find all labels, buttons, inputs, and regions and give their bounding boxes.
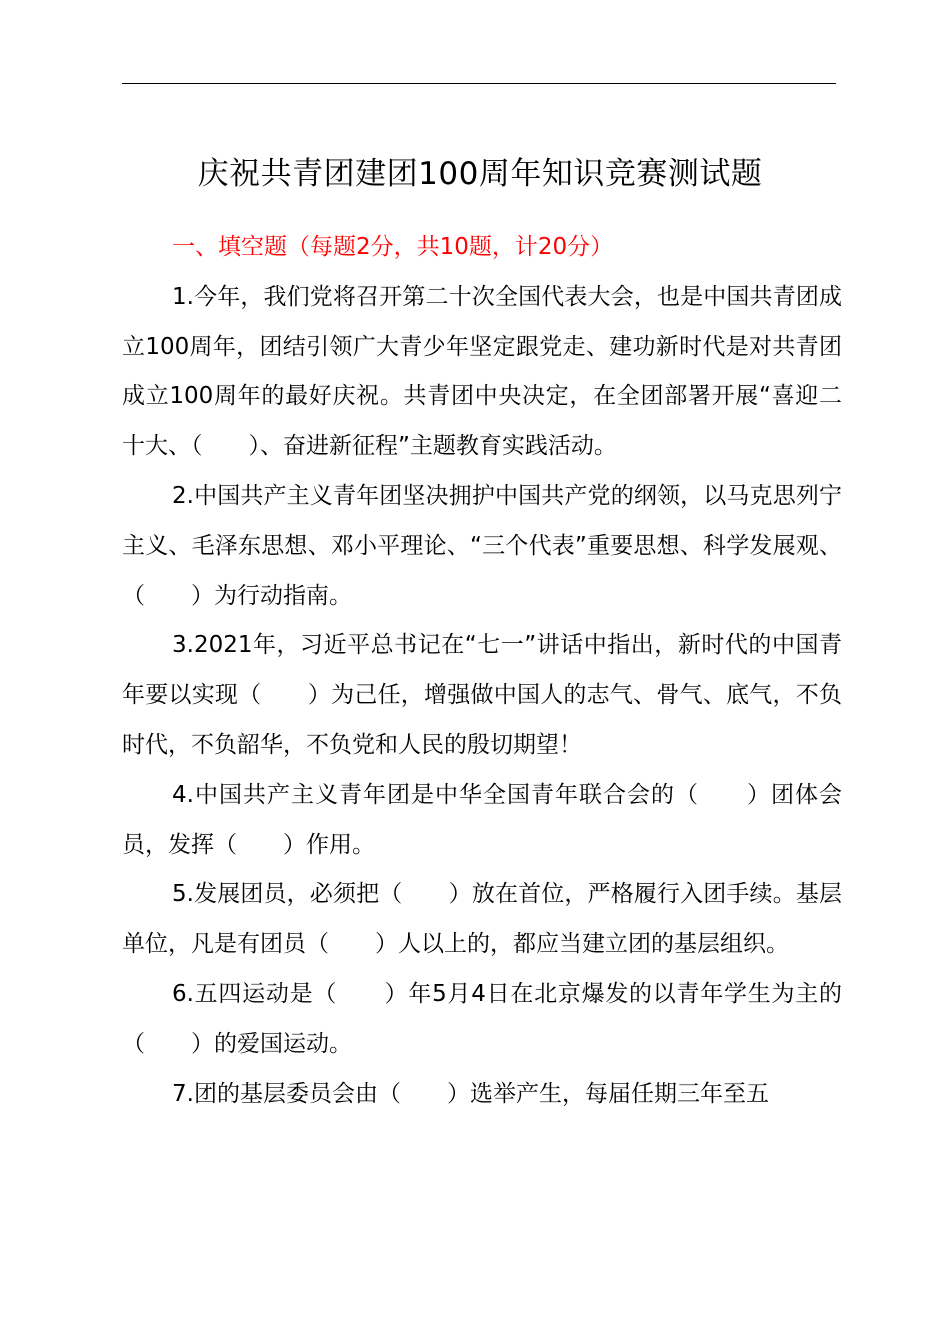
question-7: 7.团的基层委员会由（ ）选举产生，每届任期三年至五 bbox=[172, 1080, 769, 1107]
document-body bbox=[122, 223, 842, 1119]
section-heading: 一、填空题（每题2分，共10题，计20分） bbox=[172, 234, 614, 260]
question-2: 2.中国共产主义青年团坚决拥护中国共产党的纲领，以马克思列宁主义、毛泽东思想、邓小平理论、“三个代表”重要思想、科学发展观、（ ）为行动指南。 bbox=[122, 482, 842, 609]
question-4: 4.中国共产主义青年团是中华全国青年联合会的（ ）团体会员，发挥（ ）作用。 bbox=[122, 781, 842, 858]
header-rule bbox=[122, 83, 836, 84]
question-6: 6.五四运动是（ ）年5月4日在北京爆发的以青年学生为主的（ ）的爱国运动。 bbox=[122, 980, 842, 1057]
document-title: 庆祝共青团建团100周年知识竞赛测试题 bbox=[197, 156, 763, 192]
question-1: 1.今年，我们党将召开第二十次全国代表大会，也是中国共青团成立100周年，团结引领广大青少年坚定跟党走、建功新时代是对共青团成立100周年的最好庆祝。共青团中央决定，在全团部署开展“喜迎二十大、（ ）、奋进新征程”主题教育实践活动。 bbox=[122, 283, 842, 460]
question-5: 5.发展团员，必须把（ ）放在首位，严格履行入团手续。基层单位，凡是有团员（ ）人以上的，都应当建立团的基层组织。 bbox=[122, 881, 842, 958]
question-3: 3.2021年，习近平总书记在“七一”讲话中指出，新时代的中国青年要以实现（ ）为己任，增强做中国人的志气、骨气、底气，不负时代，不负韶华，不负党和人民的殷切期望！ bbox=[122, 632, 842, 758]
